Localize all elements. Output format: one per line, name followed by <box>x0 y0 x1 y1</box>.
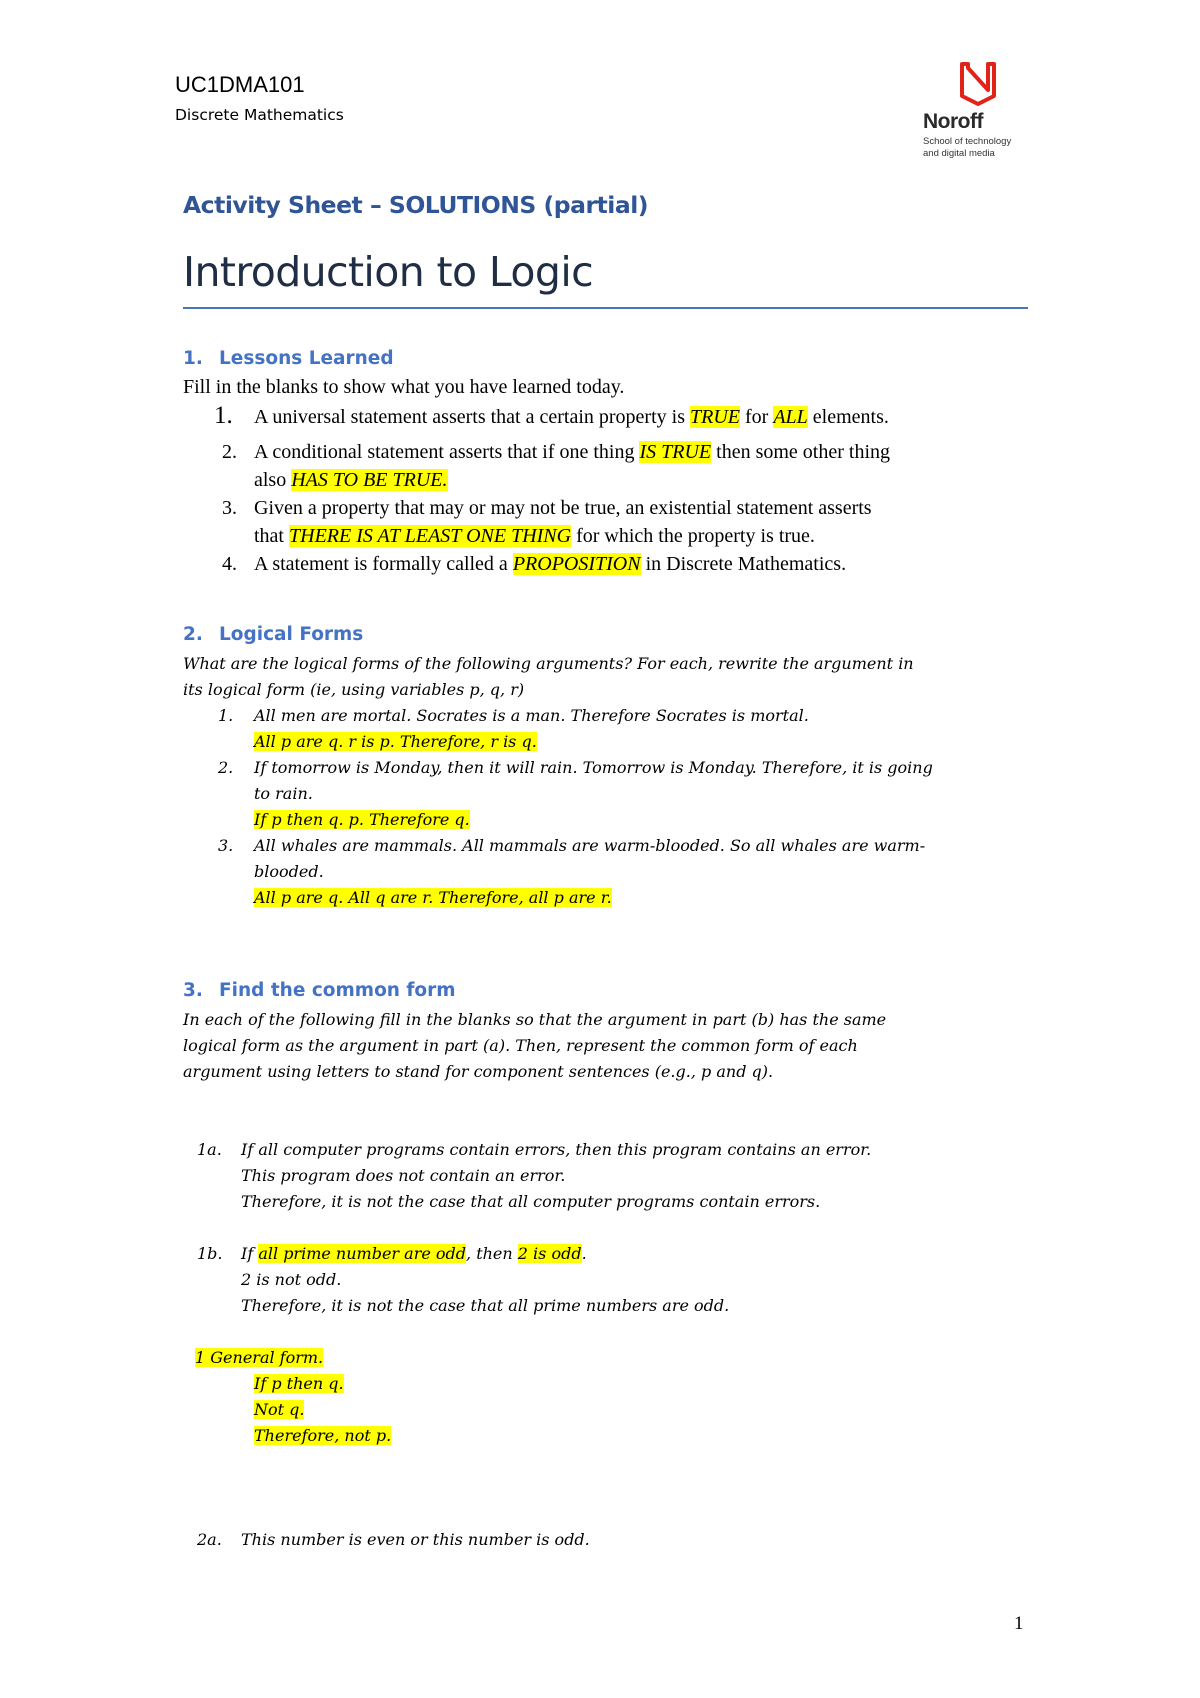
question-1b-label: 1b. <box>197 1244 223 1263</box>
item-text: A conditional statement asserts that if one thing <box>254 441 640 463</box>
title-divider <box>183 307 1028 309</box>
answer-highlight: IS TRUE <box>639 441 712 463</box>
item-text: elements. <box>807 406 889 428</box>
answer-highlight: all prime number are odd <box>258 1244 467 1263</box>
section-number: 3. <box>183 980 203 1001</box>
answer-highlight: 2 is odd <box>517 1244 582 1263</box>
answer-2-3 <box>254 888 612 907</box>
list-number: 3. <box>218 836 234 855</box>
general-form-line1 <box>254 1374 344 1393</box>
general-form-line2 <box>254 1400 304 1419</box>
item-text: for which the property is true. <box>571 525 815 547</box>
answer-highlight: THERE IS AT LEAST ONE THING <box>289 525 572 547</box>
section-1-heading <box>183 348 394 369</box>
answer-2-2 <box>254 810 470 829</box>
item-text: All whales are mammals. All mammals are warm-blooded. So all whales are warm- <box>254 836 926 855</box>
list-item-1-4 <box>222 553 846 576</box>
general-form-label <box>195 1348 323 1367</box>
logo-name: Noroff <box>923 110 983 133</box>
list-item-2-2-line2: to rain. <box>254 784 313 803</box>
answer-highlight: If p then q. p. Therefore q. <box>254 810 470 829</box>
document-subtitle: Activity Sheet – SOLUTIONS (partial) <box>183 191 648 219</box>
question-1a-line3: Therefore, it is not the case that all computer programs contain errors. <box>241 1192 821 1211</box>
section-1-intro: Fill in the blanks to show what you have learned today. <box>183 376 625 398</box>
item-text: in Discrete Mathematics. <box>640 553 847 575</box>
page-number: 1 <box>1014 1613 1024 1634</box>
section-2-intro-line1: What are the logical forms of the following arguments? For each, rewrite the argument in <box>183 654 914 673</box>
question-2a-label: 2a. <box>197 1530 222 1549</box>
section-title: Find the common form <box>219 980 456 1001</box>
question-2a-line1: This number is even or this number is odd. <box>241 1530 590 1549</box>
item-text: A universal statement asserts that a certain property is <box>254 406 690 428</box>
item-text: for <box>739 406 774 428</box>
answer-highlight: Therefore, not p. <box>254 1426 392 1445</box>
section-3-intro-line3: argument using letters to stand for component sentences (e.g., p and q). <box>183 1062 774 1081</box>
answer-highlight: PROPOSITION <box>512 553 641 575</box>
section-title: Logical Forms <box>219 624 364 645</box>
section-number: 2. <box>183 624 203 645</box>
list-number: 2. <box>218 758 234 777</box>
logo-subtitle-line2: and digital media <box>923 148 995 159</box>
item-text: If <box>241 1244 259 1263</box>
section-2-heading <box>183 624 363 645</box>
list-number: 3. <box>222 497 237 519</box>
question-1b-line2: 2 is not odd. <box>241 1270 342 1289</box>
section-3-intro-line2: logical form as the argument in part (a). Then, represent the common form of each <box>183 1036 858 1055</box>
item-text: also <box>254 469 292 491</box>
question-1a-line2: This program does not contain an error. <box>241 1166 566 1185</box>
document-title: Introduction to Logic <box>183 248 594 296</box>
section-2-intro-line2: its logical form (ie, using variables p, q, r) <box>183 680 525 699</box>
list-item-2-3 <box>218 836 925 855</box>
noroff-logo-icon <box>958 60 998 106</box>
answer-highlight: All p are q. All q are r. Therefore, all p are r. <box>254 888 612 907</box>
answer-highlight: 1 General form. <box>195 1348 324 1367</box>
section-3-intro-line1: In each of the following fill in the blanks so that the argument in part (b) has the same <box>183 1010 887 1029</box>
list-item-1-1 <box>214 402 889 430</box>
item-text: All men are mortal. Socrates is a man. Therefore Socrates is mortal. <box>254 706 809 725</box>
item-text: , then <box>466 1244 518 1263</box>
item-text: If tomorrow is Monday, then it will rain. Tomorrow is Monday. Therefore, it is going <box>254 758 933 777</box>
answer-highlight: ALL <box>773 406 808 428</box>
list-item-2-1 <box>218 706 809 725</box>
section-number: 1. <box>183 348 203 369</box>
course-name: Discrete Mathematics <box>175 106 344 124</box>
question-1b-line3: Therefore, it is not the case that all prime numbers are odd. <box>241 1296 730 1315</box>
course-code: UC1DMA101 <box>175 72 305 97</box>
list-number: 1. <box>214 402 233 429</box>
answer-highlight: If p then q. <box>254 1374 344 1393</box>
logo-subtitle <box>923 136 1033 160</box>
question-1a-label: 1a. <box>197 1140 222 1159</box>
list-item-1-2-line2 <box>254 469 448 492</box>
noroff-logo <box>922 60 1037 160</box>
list-item-2-2 <box>218 758 933 777</box>
list-item-1-2 <box>222 441 890 464</box>
answer-highlight: TRUE <box>689 406 740 428</box>
section-title: Lessons Learned <box>219 348 394 369</box>
item-text: then some other thing <box>711 441 891 463</box>
item-text: . <box>581 1244 587 1263</box>
item-text: Given a property that may or may not be true, an existential statement asserts <box>254 497 872 519</box>
question-1b-line1 <box>241 1244 587 1263</box>
logo-subtitle-line1: School of technology <box>923 136 1012 147</box>
list-number: 1. <box>218 706 234 725</box>
general-form-line3 <box>254 1426 391 1445</box>
answer-2-1 <box>254 732 537 751</box>
section-3-heading <box>183 980 456 1001</box>
answer-highlight: HAS TO BE TRUE. <box>291 469 448 491</box>
list-item-2-3-line2: blooded. <box>254 862 324 881</box>
answer-highlight: All p are q. r is p. Therefore, r is q. <box>254 732 537 751</box>
list-number: 4. <box>222 553 237 575</box>
item-text: that <box>254 525 289 547</box>
list-number: 2. <box>222 441 237 463</box>
list-item-1-3 <box>222 497 872 520</box>
answer-highlight: Not q. <box>254 1400 305 1419</box>
list-item-1-3-line2 <box>254 525 815 548</box>
question-1a-line1: If all computer programs contain errors, then this program contains an error. <box>241 1140 872 1159</box>
item-text: A statement is formally called a <box>254 553 513 575</box>
